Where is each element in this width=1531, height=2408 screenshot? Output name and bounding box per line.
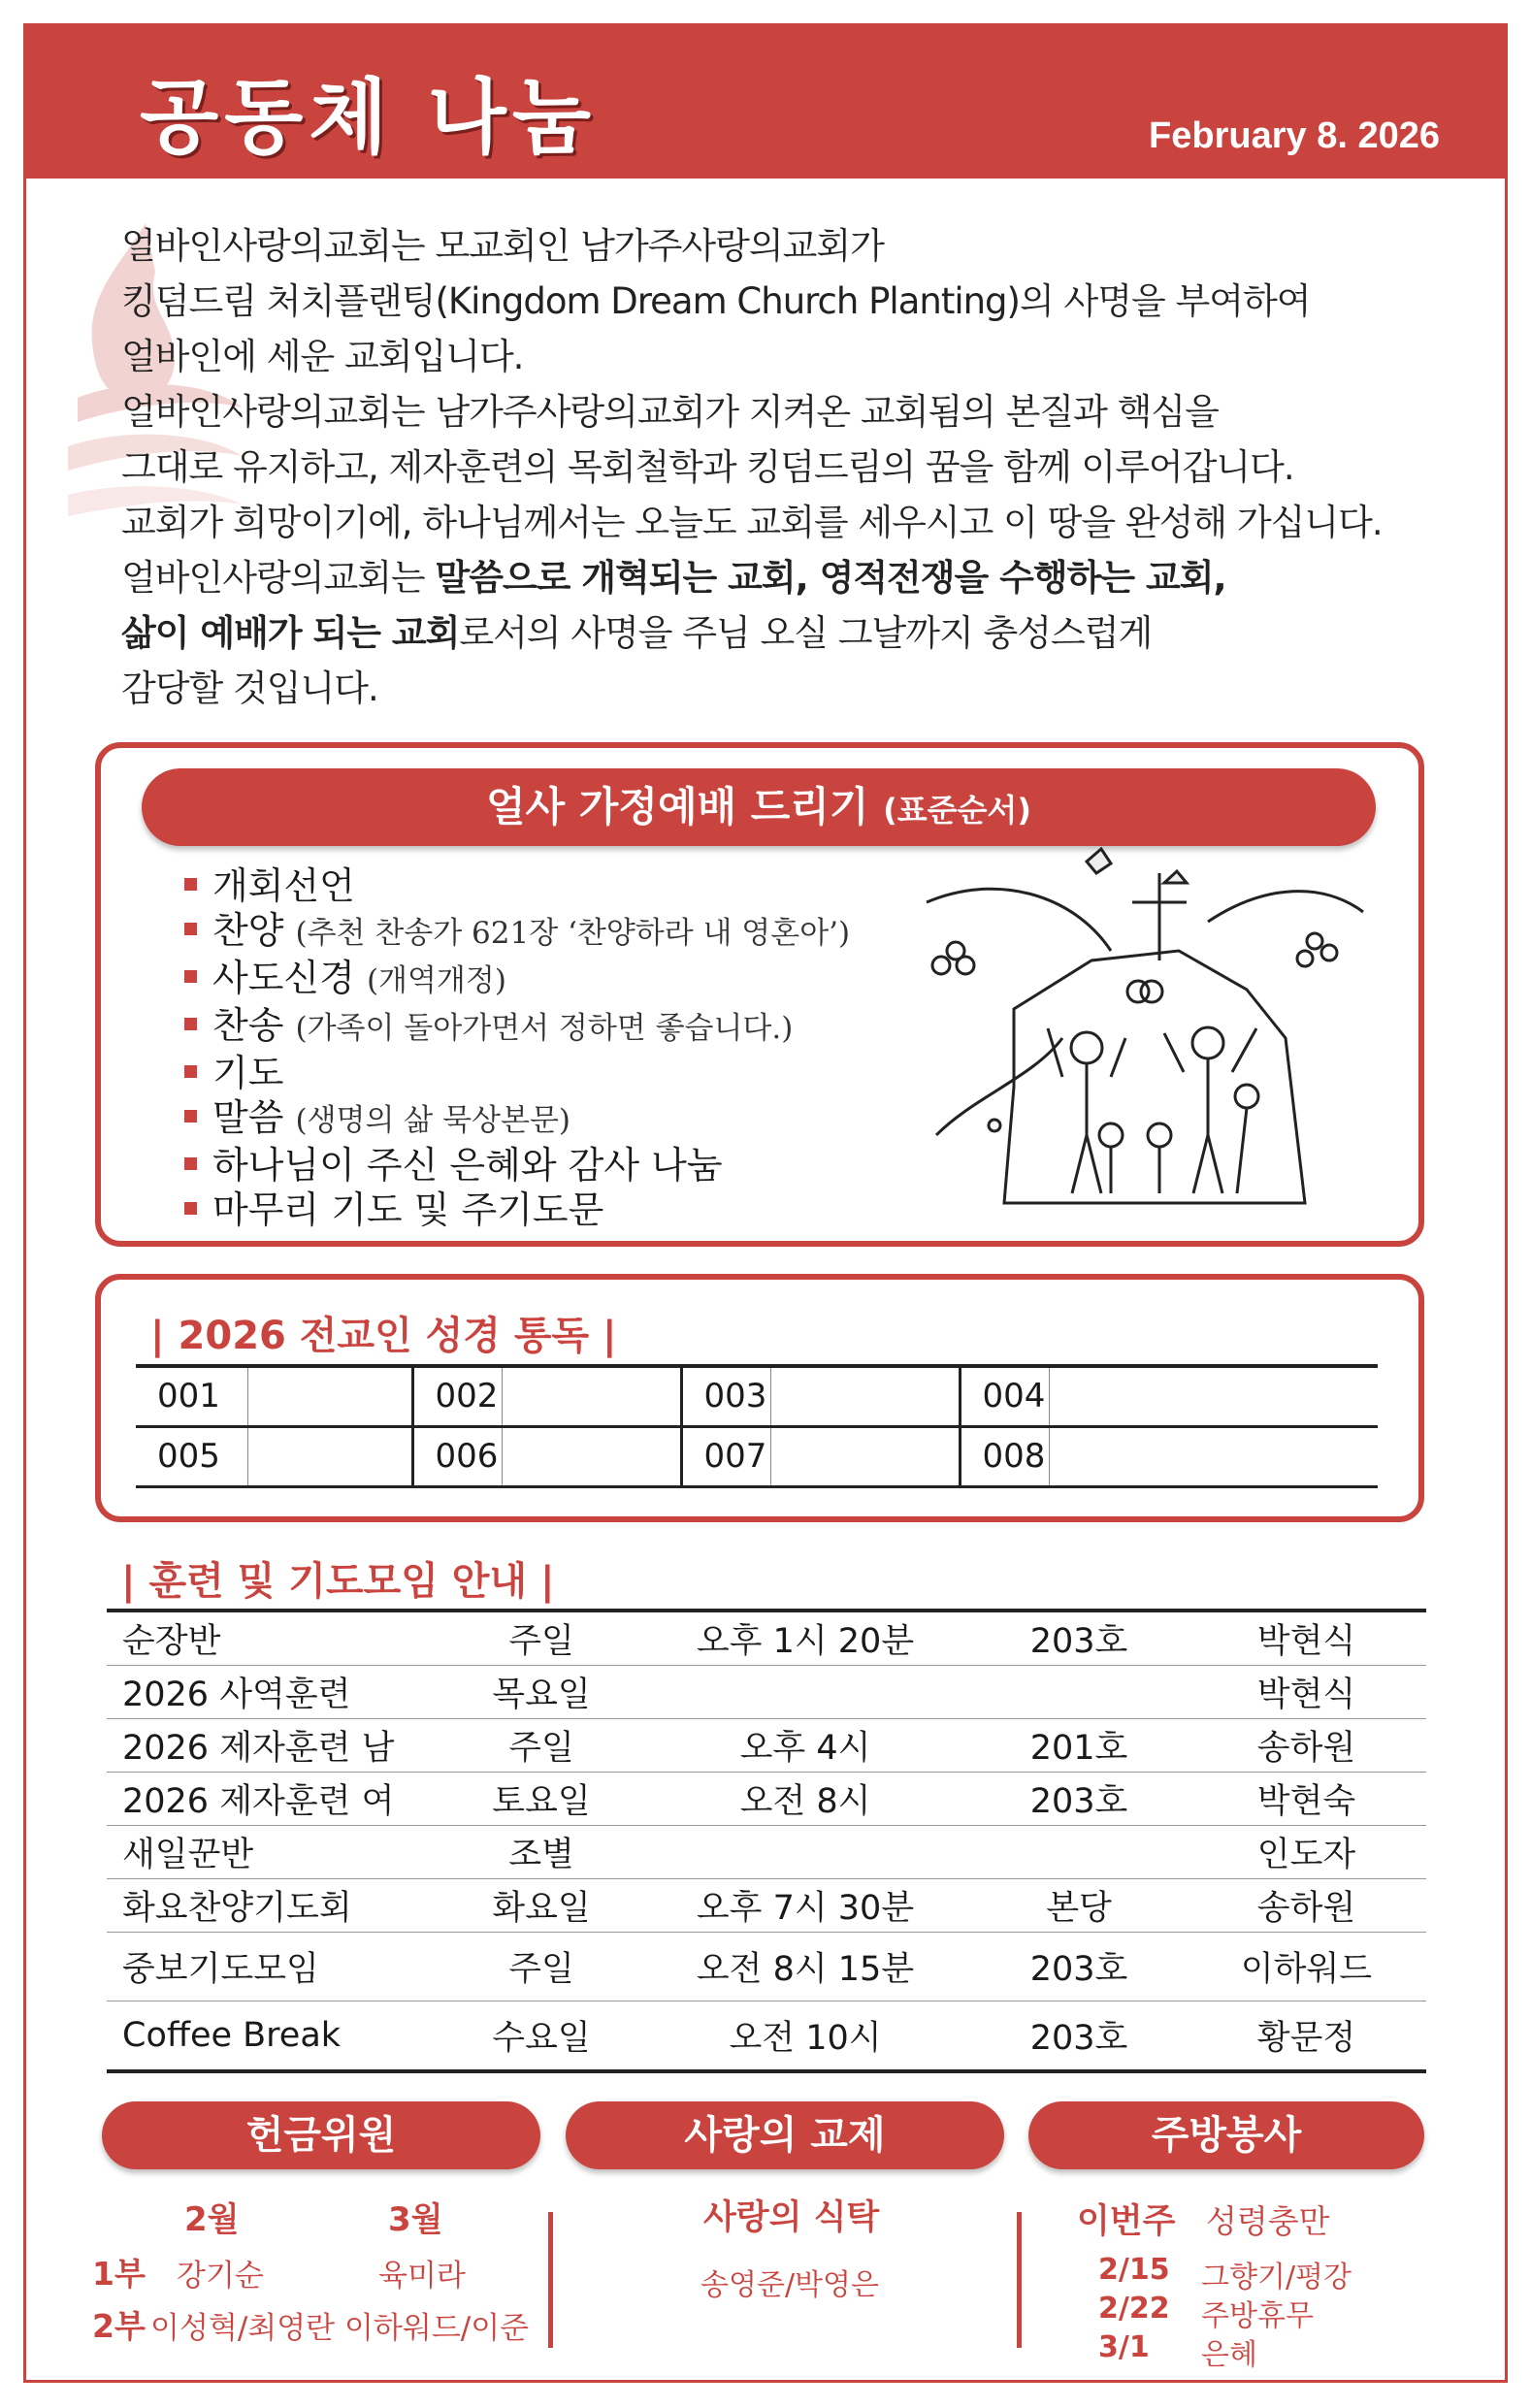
training-room (971, 1826, 1187, 1879)
training-day: 목요일 (443, 1666, 639, 1719)
square-bullet-icon (184, 1110, 197, 1123)
square-bullet-icon (184, 1202, 197, 1215)
training-room (971, 1666, 1187, 1719)
intro-line: 얼바인사랑의교회는 모교회인 남가주사랑의교회가 (121, 225, 884, 267)
page-title: 공동체 나눔 (140, 69, 597, 165)
list-item (184, 1003, 850, 1051)
training-room: 본당 (971, 1879, 1187, 1933)
training-day: 조별 (443, 1826, 639, 1879)
offering-row-1-label: 1부 (92, 2255, 146, 2293)
reading-cell-number: 001 (136, 1366, 247, 1426)
training-program: 새일꾼반 (107, 1826, 443, 1879)
worship-item-label: 기도 (212, 1052, 284, 1094)
reading-cell-number: 008 (960, 1426, 1049, 1486)
divider (548, 2212, 553, 2348)
training-day: 토요일 (443, 1773, 639, 1826)
intro-text: 얼바인사랑의교회는 (121, 557, 436, 599)
table-row (107, 2001, 1426, 2072)
intro-line (121, 605, 1460, 661)
worship-order-list (184, 863, 850, 1232)
worship-item-label: 하나님이 주신 은혜와 감사 나눔 (212, 1144, 723, 1187)
intro-line: 그대로 유지하고, 제자훈련의 목회철학과 킹덤드림의 꿈을 함께 이루어갑니다. (121, 446, 1294, 488)
reading-cell-number: 005 (136, 1426, 247, 1486)
training-program: 2026 사역훈련 (107, 1666, 443, 1719)
table-row (107, 1933, 1426, 2001)
church-family-illustration (917, 844, 1373, 1232)
fellowship-subtitle: 사랑의 식탁 (703, 2198, 880, 2237)
intro-line (121, 550, 1460, 605)
training-title: | 훈련 및 기도모임 안내 | (121, 1559, 555, 1604)
intro-line: 감당할 것입니다. (121, 667, 378, 709)
bible-reading-table (136, 1364, 1378, 1488)
reading-cell-blank[interactable] (770, 1426, 960, 1486)
training-leader: 송하원 (1187, 1879, 1426, 1933)
offering-title: 헌금위원 (102, 2101, 540, 2169)
intro-line: 얼바인사랑의교회는 남가주사랑의교회가 지켜온 교회됨의 본질과 핵심을 (121, 391, 1219, 433)
training-program: 순장반 (107, 1611, 443, 1666)
kitchen-date: 2/15 (1098, 2253, 1170, 2287)
kitchen-value: 은혜 (1201, 2338, 1257, 2372)
training-time: 오전 8시 15분 (639, 1933, 971, 2001)
training-time: 오전 8시 (639, 1773, 971, 1826)
offering-row-2-month-2: 이하워드/이준 (344, 2311, 530, 2346)
reading-cell-number: 003 (681, 1366, 770, 1426)
intro-bold-text: 말씀으로 개혁되는 교회, 영적전쟁을 수행하는 교회, (435, 557, 1226, 599)
worship-item-note: (가족이 돌아가면서 정하면 좋습니다.) (295, 1011, 794, 1046)
square-bullet-icon (184, 970, 197, 983)
list-item (184, 1095, 850, 1143)
worship-item-label: 마무리 기도 및 주기도문 (212, 1188, 604, 1231)
training-leader: 인도자 (1187, 1826, 1426, 1879)
training-day: 화요일 (443, 1879, 639, 1933)
intro-paragraph (121, 218, 1460, 716)
worship-item-note: (개역개정) (366, 963, 506, 998)
kitchen-date: 2/22 (1098, 2292, 1170, 2326)
training-day: 주일 (443, 1611, 639, 1666)
reading-cell-blank[interactable] (502, 1426, 681, 1486)
offering-row-1-month-2: 육미라 (378, 2259, 466, 2294)
table-row (107, 1773, 1426, 1826)
training-day: 주일 (443, 1933, 639, 2001)
training-room: 203호 (971, 1611, 1187, 1666)
reading-cell-blank[interactable] (770, 1366, 960, 1426)
worship-item-label: 찬송 (212, 1004, 284, 1047)
worship-item-note: (생명의 삶 묵상본문) (295, 1103, 570, 1138)
list-item (184, 863, 850, 908)
training-leader: 박현숙 (1187, 1773, 1426, 1826)
reading-cell-number: 007 (681, 1426, 770, 1486)
training-program: 2026 제자훈련 여 (107, 1773, 443, 1826)
reading-cell-blank[interactable] (1049, 1366, 1378, 1426)
training-time: 오후 4시 (639, 1719, 971, 1773)
list-item (184, 1143, 850, 1188)
training-time: 오후 1시 20분 (639, 1611, 971, 1666)
square-bullet-icon (184, 1157, 197, 1170)
worship-item-label: 사도신경 (212, 957, 355, 999)
family-worship-title (142, 768, 1376, 846)
intro-line: 얼바인에 세운 교회입니다. (121, 336, 524, 377)
training-program: Coffee Break (107, 2001, 443, 2072)
intro-bold-text: 삶이 예배가 되는 교회 (121, 612, 460, 654)
intro-line: 교회가 희망이기에, 하나님께서는 오늘도 교회를 세우시고 이 땅을 완성해 가십니다. (121, 502, 1383, 543)
training-day: 주일 (443, 1719, 639, 1773)
fellowship-title: 사랑의 교제 (566, 2101, 1004, 2169)
offering-month-1: 2월 (184, 2200, 240, 2239)
training-room: 203호 (971, 2001, 1187, 2072)
intro-line: 킹덤드림 처치플랜팅(Kingdom Dream Church Planting)의 사명을 부여하여 (121, 280, 1311, 322)
reading-cell-number: 002 (412, 1366, 502, 1426)
offering-row-1-month-1: 강기순 (177, 2259, 264, 2294)
training-room: 203호 (971, 1773, 1187, 1826)
training-time (639, 1826, 971, 1879)
kitchen-this-week-value: 성령충만 (1206, 2202, 1330, 2240)
fellowship-names: 송영준/박영은 (700, 2268, 879, 2302)
kitchen-value: 주방휴무 (1201, 2299, 1314, 2333)
reading-cell-number: 006 (412, 1426, 502, 1486)
reading-cell-number: 004 (960, 1366, 1049, 1426)
worship-item-note: (추천 찬송가 621장 ‘찬양하라 내 영혼아’) (295, 916, 851, 951)
header-banner (23, 23, 1508, 179)
offering-row-2-label: 2부 (92, 2307, 146, 2345)
table-row (136, 1426, 1378, 1486)
training-leader: 황문정 (1187, 2001, 1426, 2072)
divider (1017, 2212, 1022, 2348)
worship-title-text: 얼사 가정예배 드리기 (486, 783, 869, 830)
kitchen-value: 그향기/평강 (1201, 2261, 1352, 2294)
worship-item-label: 말씀 (212, 1096, 284, 1139)
training-program: 중보기도모임 (107, 1933, 443, 2001)
bulletin-date: February 8. 2026 (1149, 115, 1440, 156)
table-row (107, 1666, 1426, 1719)
reading-cell-blank[interactable] (247, 1426, 412, 1486)
bible-reading-title: | 2026 전교인 성경 통독 | (150, 1314, 617, 1358)
training-leader: 이하워드 (1187, 1933, 1426, 2001)
reading-cell-blank[interactable] (1049, 1426, 1378, 1486)
offering-month-2: 3월 (388, 2200, 443, 2239)
table-row (107, 1719, 1426, 1773)
kitchen-this-week-label: 이번주 (1077, 2202, 1176, 2241)
training-time: 오전 10시 (639, 2001, 971, 2072)
square-bullet-icon (184, 1065, 197, 1078)
training-leader: 송하원 (1187, 1719, 1426, 1773)
table-row (136, 1366, 1378, 1426)
list-item (184, 1188, 850, 1232)
training-room: 203호 (971, 1933, 1187, 2001)
worship-item-label: 개회선언 (212, 864, 355, 907)
list-item (184, 956, 850, 1003)
kitchen-date: 3/1 (1098, 2330, 1150, 2364)
square-bullet-icon (184, 923, 197, 935)
training-leader: 박현식 (1187, 1666, 1426, 1719)
training-program: 2026 제자훈련 남 (107, 1719, 443, 1773)
list-item (184, 908, 850, 956)
square-bullet-icon (184, 1018, 197, 1030)
training-leader: 박현식 (1187, 1611, 1426, 1666)
training-table (107, 1609, 1426, 2073)
kitchen-title: 주방봉사 (1028, 2101, 1424, 2169)
reading-cell-blank[interactable] (247, 1366, 412, 1426)
offering-row-2-month-1: 이성혁/최영란 (150, 2311, 336, 2346)
square-bullet-icon (184, 878, 197, 891)
training-time (639, 1666, 971, 1719)
training-time: 오후 7시 30분 (639, 1879, 971, 1933)
list-item (184, 1051, 850, 1095)
table-row (107, 1611, 1426, 1666)
reading-cell-blank[interactable] (502, 1366, 681, 1426)
intro-text: 로서의 사명을 주님 오실 그날까지 충성스럽게 (459, 612, 1153, 654)
training-day: 수요일 (443, 2001, 639, 2072)
worship-title-sub: (표준순서) (883, 792, 1031, 829)
training-program: 화요찬양기도회 (107, 1879, 443, 1933)
training-room: 201호 (971, 1719, 1187, 1773)
worship-item-label: 찬양 (212, 909, 284, 952)
table-row (107, 1879, 1426, 1933)
table-row (107, 1826, 1426, 1879)
